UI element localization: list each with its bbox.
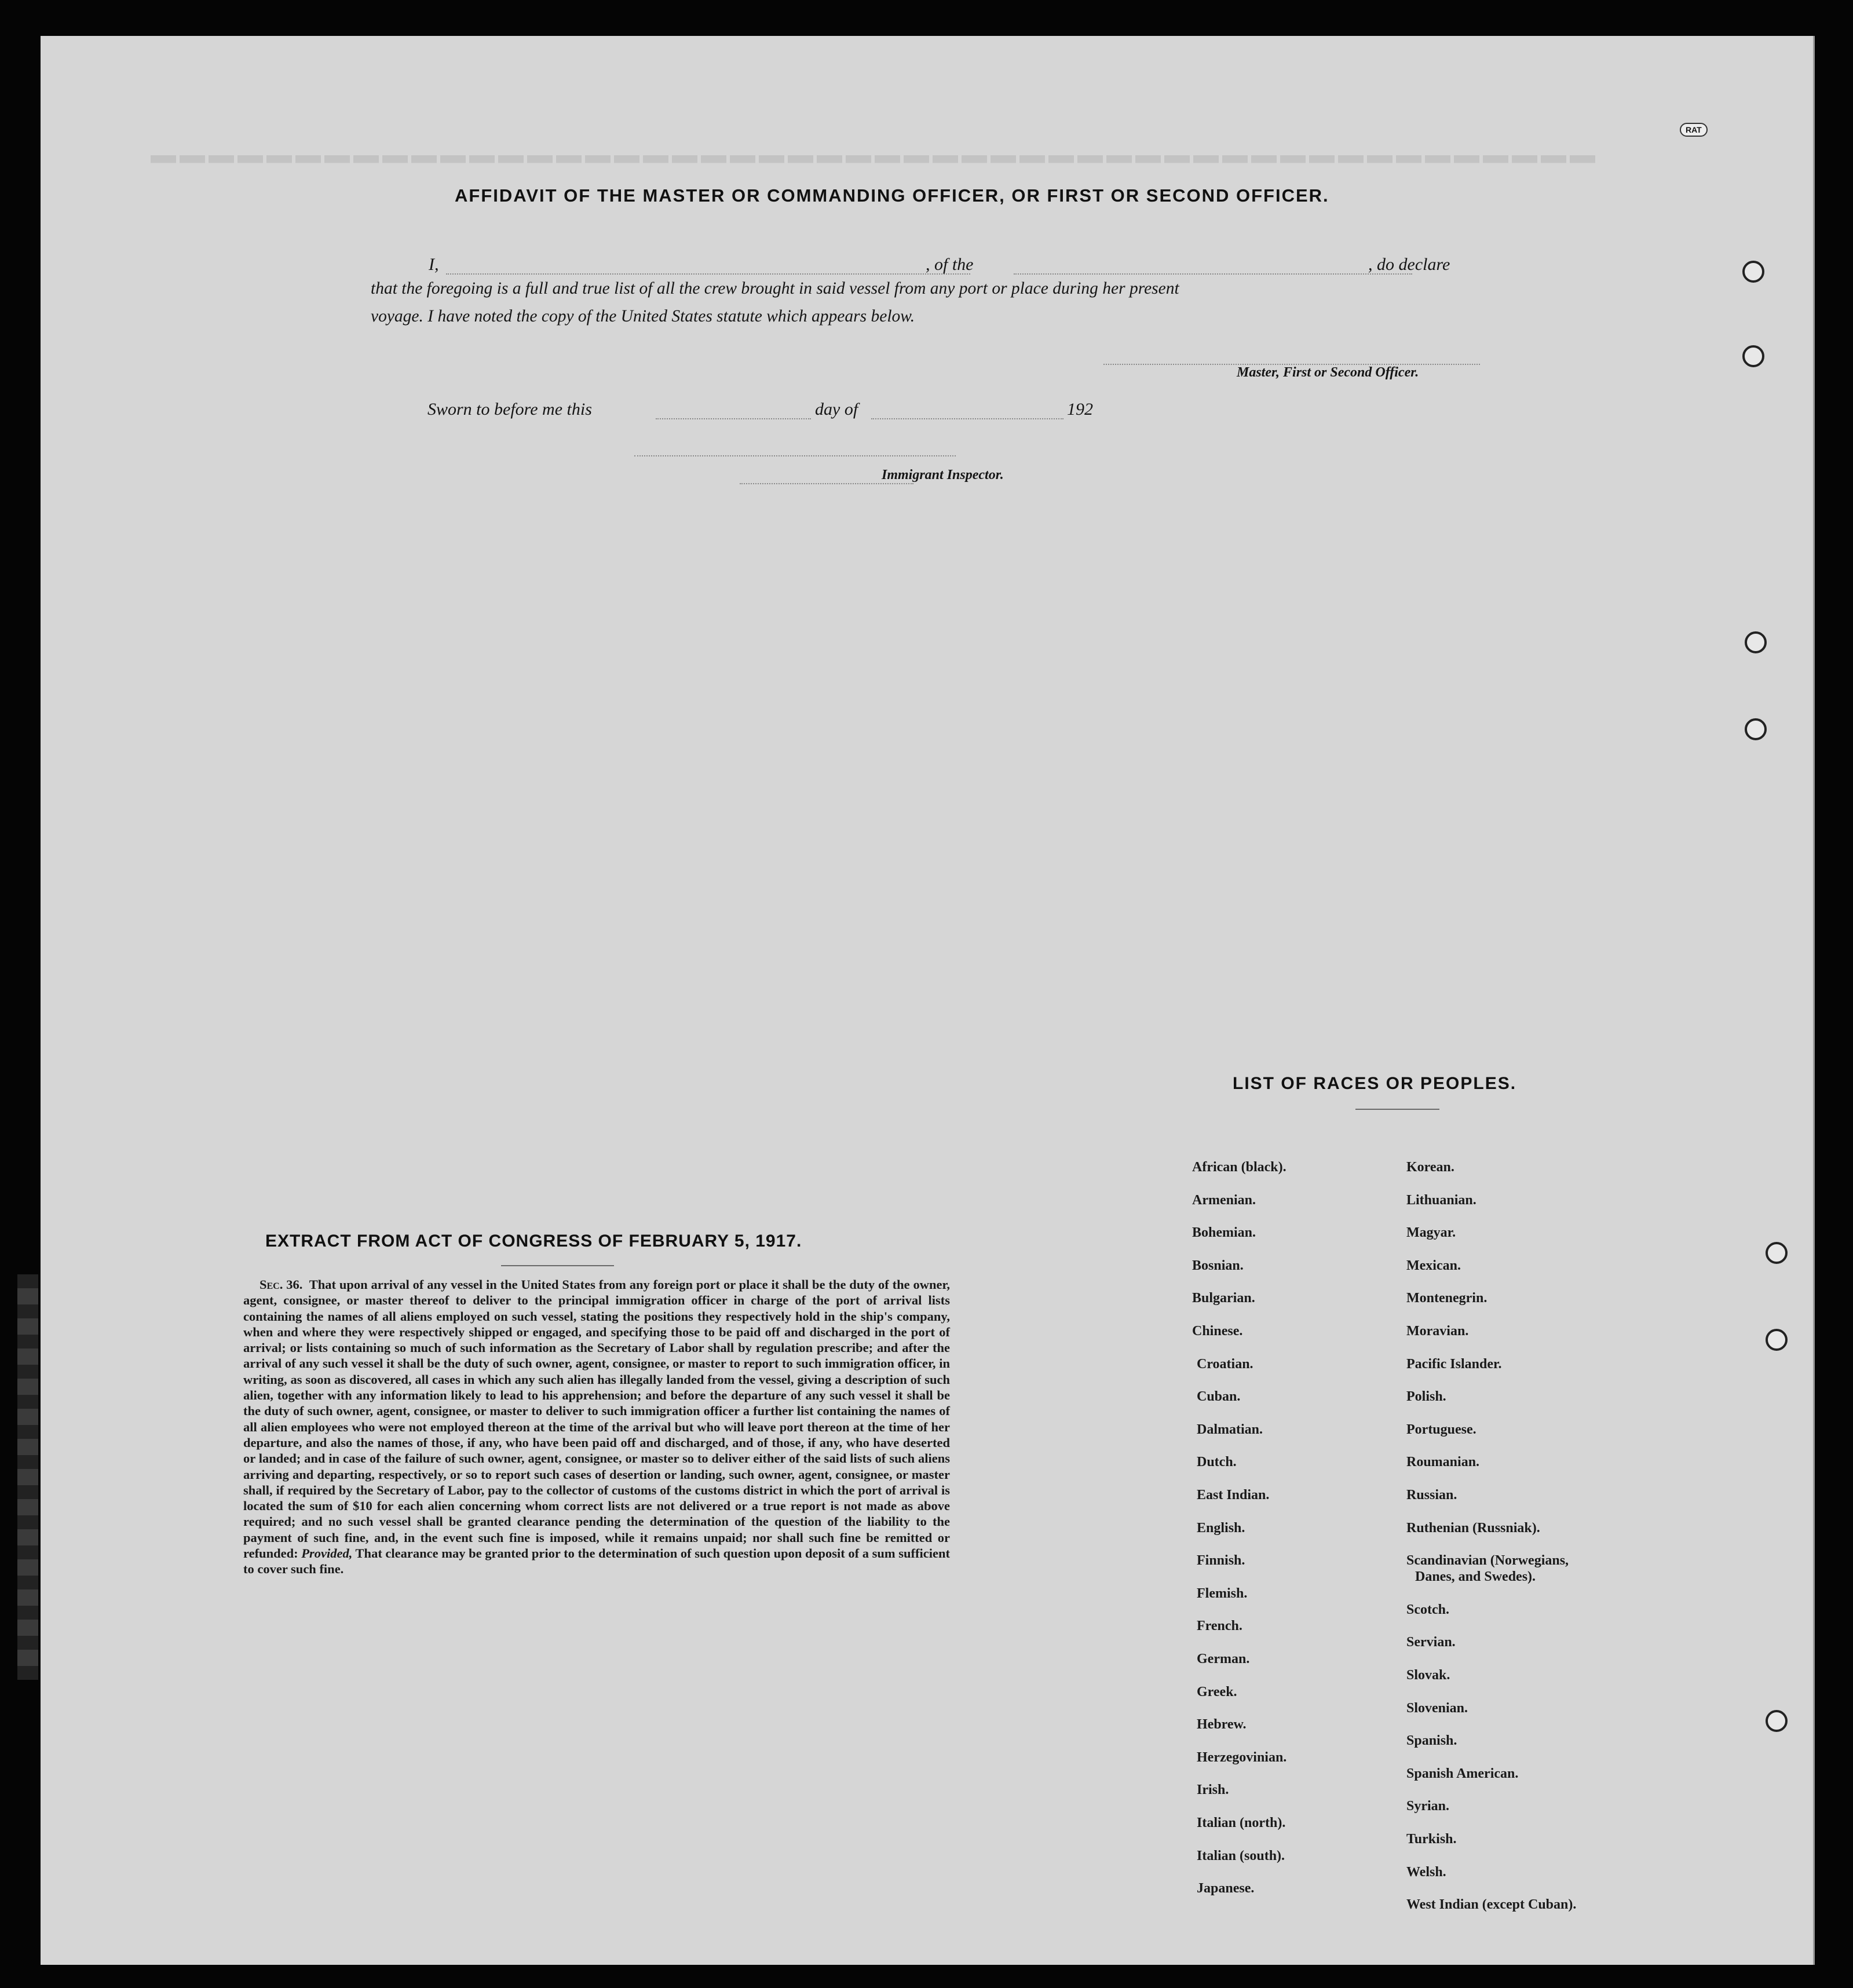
binder-hole <box>1742 261 1764 283</box>
race-item-left: Bulgarian. <box>1192 1291 1255 1306</box>
race-item-right: Slovak. <box>1406 1668 1450 1683</box>
race-item-right: Danes, and Swedes). <box>1415 1569 1536 1585</box>
race-item-left: Italian (north). <box>1197 1815 1286 1830</box>
film-edge-strip <box>17 1274 38 1680</box>
race-item-right: Ruthenian (Russniak). <box>1406 1520 1540 1536</box>
bleed-through-text: ▬▬▬▬▬▬▬▬▬▬▬▬▬▬▬▬▬▬▬▬▬▬▬▬▬▬▬▬▬▬▬▬▬▬▬▬▬▬▬▬▬▬▬▬▬▬▬▬▬▬ <box>151 149 1599 178</box>
race-item-right: Lithuanian. <box>1406 1192 1476 1208</box>
sworn-month-field[interactable] <box>871 418 1063 419</box>
race-item-left: Irish. <box>1197 1782 1229 1798</box>
binder-hole <box>1742 345 1764 367</box>
affidavit-line1-i: I, <box>429 255 439 274</box>
race-item-left: Bosnian. <box>1192 1258 1244 1273</box>
race-item-left: French. <box>1197 1618 1242 1634</box>
race-item-right: Servian. <box>1406 1635 1456 1650</box>
race-item-left: Greek. <box>1197 1684 1237 1700</box>
race-item-left: East Indian. <box>1197 1488 1270 1503</box>
race-item-right: Spanish American. <box>1406 1766 1519 1781</box>
race-item-right: Roumanian. <box>1406 1455 1480 1470</box>
race-item-right: Spanish. <box>1406 1733 1457 1749</box>
race-item-right: Montenegrin. <box>1406 1291 1487 1306</box>
corner-stamp: RAT <box>1680 123 1708 137</box>
race-item-right: Scandinavian (Norwegians, <box>1406 1553 1569 1569</box>
race-item-right: Magyar. <box>1406 1225 1456 1241</box>
statute-text <box>243 1277 950 1577</box>
race-item-right: Welsh. <box>1406 1864 1446 1880</box>
affidavit-line3: voyage. I have noted the copy of the United States statute which appears below. <box>371 307 915 326</box>
vessel-name-field[interactable] <box>1014 273 1412 275</box>
year-label: 192 <box>1067 400 1093 419</box>
inspector-signature-line-upper[interactable] <box>634 455 956 456</box>
race-item-right: Slovenian. <box>1406 1700 1468 1716</box>
race-item-left: Japanese. <box>1197 1881 1255 1896</box>
statute-body-end: That clearance may be granted prior to the determination of such question upon deposit of a sum sufficient to cover such fine. <box>243 1546 950 1577</box>
extract-title: EXTRACT FROM ACT OF CONGRESS OF FEBRUARY 5, 1917. <box>265 1231 802 1251</box>
sworn-day-field[interactable] <box>656 418 811 419</box>
affidavit-title: AFFIDAVIT OF THE MASTER OR COMMANDING OFFICER, OR FIRST OR SECOND OFFICER. <box>455 185 1329 206</box>
affidavit-line1-declare: , do declare <box>1368 255 1450 274</box>
race-item-left: German. <box>1197 1651 1250 1667</box>
manifest-page <box>41 36 1815 1965</box>
race-item-right: Turkish. <box>1406 1832 1457 1847</box>
race-item-left: Armenian. <box>1192 1192 1256 1208</box>
binder-hole <box>1766 1710 1788 1732</box>
section-label: Sec. 36. <box>260 1277 303 1292</box>
inspector-label: Immigrant Inspector. <box>882 467 1004 483</box>
race-item-left: Hebrew. <box>1197 1717 1247 1733</box>
race-item-left: Croatian. <box>1197 1356 1253 1372</box>
inspector-signature-line-lower[interactable] <box>740 483 913 484</box>
race-item-left: Bohemian. <box>1192 1225 1256 1241</box>
race-item-left: Italian (south). <box>1197 1848 1285 1863</box>
race-item-left: African (black). <box>1192 1160 1286 1175</box>
provided-label: Provided, <box>301 1546 353 1561</box>
affidavit-line1-of-the: , of the <box>926 255 974 274</box>
extract-title-rule <box>501 1265 614 1266</box>
race-item-right: Syrian. <box>1406 1799 1450 1814</box>
race-item-left: Finnish. <box>1197 1553 1245 1569</box>
race-item-right: Polish. <box>1406 1389 1446 1405</box>
binder-hole <box>1766 1242 1788 1264</box>
race-item-right: Moravian. <box>1406 1324 1469 1339</box>
binder-hole <box>1745 631 1767 653</box>
races-title-rule <box>1355 1109 1439 1110</box>
race-item-right: Russian. <box>1406 1488 1457 1503</box>
race-item-right: Korean. <box>1406 1160 1454 1175</box>
declarant-name-field[interactable] <box>446 273 970 275</box>
officer-signature-label: Master, First or Second Officer. <box>1237 365 1419 380</box>
race-item-left: Flemish. <box>1197 1585 1248 1601</box>
race-item-right: Mexican. <box>1406 1258 1461 1273</box>
race-item-left: Herzegovinian. <box>1197 1749 1287 1765</box>
statute-body: That upon arrival of any vessel in the United States from any foreign port or place it shall be the duty of the owner, agent, consignee, or master thereof to deliver to the principal immigration officer in charge of the port of arrival lists containing the names of all aliens employed on such vessel, stating the positions they respectively hold in the ship's company, when and where they were respectively shipped or engaged, and specifying those to be paid off and discharged in the port of arrival; or lists containing so much of such information as the Secretary of Labor shall by regulation prescribe; and after the arrival of any such vessel it shall be the duty of such owner, agent, consignee, or master to report to such immigration officer, in writing, as soon as discovered, all cases in which any such alien has illegally landed from the vessel, giving a description of such alien, together with any information likely to lead to his apprehension; and before the departure of any such vessel it shall be the duty of such owner, agent, consignee, or master to deliver to such immigration officer a further list containing the names of all alien employees who were not employed thereon at the time of the arrival but who will leave port thereon at the time of her departure, and also the names of those, if any, who have been paid off and discharged, and of those, if any, who have deserted or landed; and in case of the failure of such owner, agent, consignee, or master so to deliver either of the said lists of such aliens arriving and departing, respectively, or so to report such cases of desertion or landing, such owner, agent, consignee, or master shall, if required by the Secretary of Labor, pay to the collector of customs of the customs district in which the port of arrival is located the sum of $10 for each alien concerning whom correct lists are not delivered or a true report is not made as above required; and no such vessel shall be granted clearance pending the determination of the question of the liability to the payment of such fine, and, in the event such fine is imposed, while it remains unpaid; nor shall such fine be remitted or refunded: <box>243 1277 950 1561</box>
race-item-right: West Indian (except Cuban). <box>1406 1897 1577 1913</box>
race-item-left: Cuban. <box>1197 1389 1241 1405</box>
race-item-left: Chinese. <box>1192 1324 1243 1339</box>
binder-hole <box>1745 718 1767 740</box>
affidavit-line2: that the foregoing is a full and true list of all the crew brought in said vessel from any port or place during her present <box>371 279 1179 298</box>
day-of-label: day of <box>815 400 858 419</box>
race-item-left: Dutch. <box>1197 1455 1237 1470</box>
race-item-right: Scotch. <box>1406 1602 1449 1617</box>
race-item-right: Pacific Islander. <box>1406 1356 1502 1372</box>
sworn-label: Sworn to before me this <box>427 400 592 419</box>
race-item-left: English. <box>1197 1520 1245 1536</box>
binder-hole <box>1766 1329 1788 1351</box>
race-item-left: Dalmatian. <box>1197 1421 1263 1437</box>
race-item-right: Portuguese. <box>1406 1421 1476 1437</box>
races-title: LIST OF RACES OR PEOPLES. <box>1233 1074 1517 1093</box>
